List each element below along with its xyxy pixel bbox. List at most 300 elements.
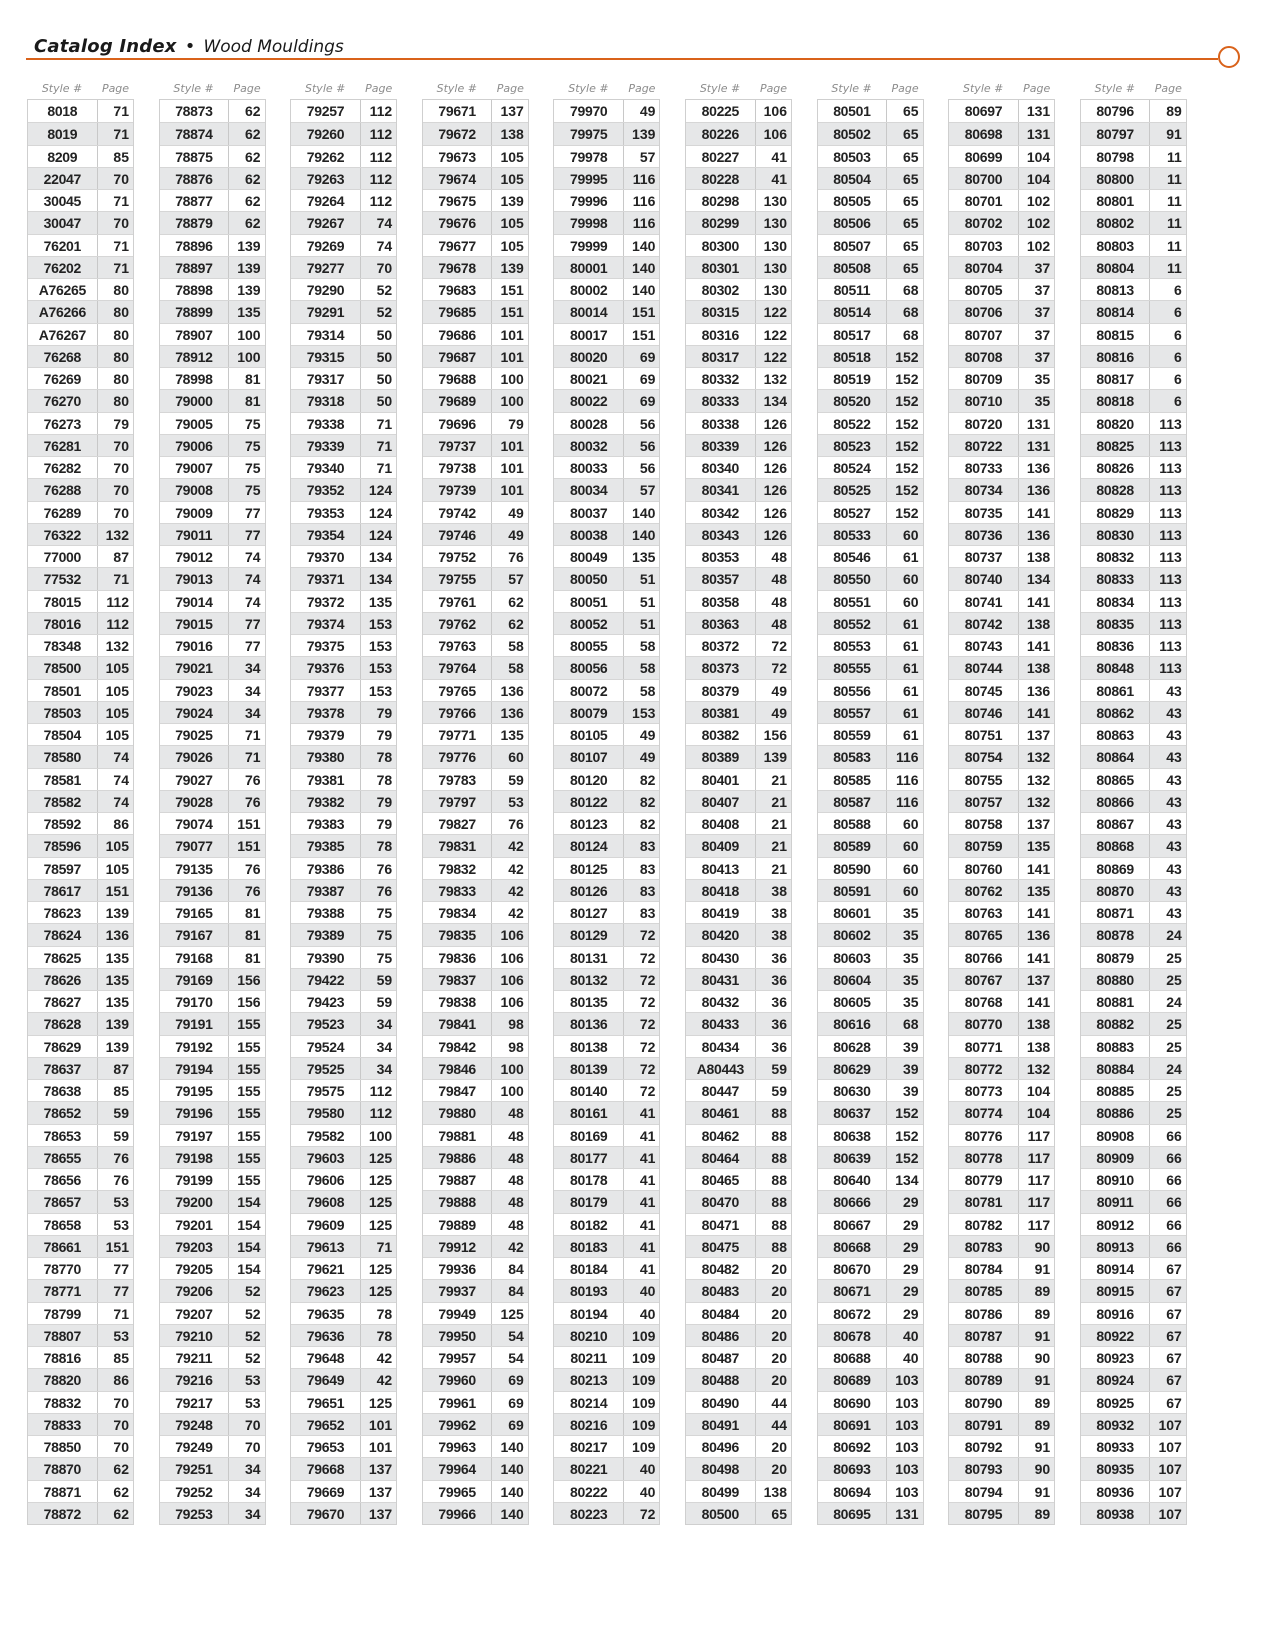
style-number: 78658 [28, 1214, 98, 1235]
page-number: 138 [1026, 660, 1051, 677]
table-row [160, 145, 265, 167]
table-row [554, 1079, 659, 1101]
page-number: 71 [376, 1238, 393, 1255]
table-row [291, 256, 396, 278]
page-number: 82 [639, 816, 656, 832]
table-row [28, 122, 133, 144]
style-number: 80694 [818, 1481, 888, 1502]
page-number: 39 [903, 1083, 919, 1099]
style-number: 80491 [686, 1414, 756, 1435]
page-number: 138 [1026, 615, 1051, 632]
page-number: 58 [639, 660, 656, 677]
table-row [1081, 701, 1186, 723]
style-number: 79689 [423, 390, 493, 411]
style-number: 80816 [1081, 346, 1151, 367]
page-number: 81 [245, 393, 261, 410]
page-number: 107 [1158, 1483, 1182, 1500]
page-number: 105 [105, 660, 129, 677]
table-row [818, 278, 923, 300]
style-number: 80791 [949, 1414, 1019, 1435]
page-number: 154 [237, 1194, 261, 1211]
page-number: 40 [639, 1461, 656, 1478]
style-number: 80667 [818, 1214, 888, 1235]
style-number: 79314 [291, 324, 361, 345]
table-row [554, 590, 659, 612]
page-number: 59 [376, 994, 393, 1010]
page-number: 40 [639, 1283, 656, 1300]
style-header: Style # [41, 82, 83, 95]
page-number: 71 [245, 749, 261, 766]
style-number: 79838 [423, 991, 493, 1012]
table-row [291, 234, 396, 256]
style-number: 79582 [291, 1125, 361, 1146]
style-number: 80848 [1081, 657, 1151, 678]
style-number: 79648 [291, 1347, 361, 1368]
style-number: 80216 [554, 1414, 624, 1435]
page-number: 83 [639, 905, 656, 921]
page-number: 40 [903, 1327, 919, 1344]
style-number: 80301 [686, 257, 756, 278]
table-row [160, 1124, 265, 1146]
table-row [1081, 100, 1186, 122]
table-row [291, 1079, 396, 1101]
style-number: 80226 [686, 123, 756, 144]
style-number: 80514 [818, 301, 888, 322]
column-header [1080, 81, 1187, 97]
table-row [423, 857, 528, 879]
style-number: 79025 [160, 724, 230, 745]
page-number: 6 [1174, 348, 1182, 365]
table-row [28, 412, 133, 434]
page-number: 48 [508, 1216, 524, 1233]
style-number: 80709 [949, 368, 1019, 389]
table-row [818, 1124, 923, 1146]
table-row [818, 100, 923, 122]
page-number: 39 [903, 1060, 919, 1077]
table-row [686, 211, 791, 233]
table-row [686, 1235, 791, 1257]
table-row [686, 1279, 791, 1301]
table-row [686, 590, 791, 612]
style-number: 80697 [949, 100, 1019, 122]
style-number: 78504 [28, 724, 98, 745]
table-row [28, 1190, 133, 1212]
style-number: 80914 [1081, 1258, 1151, 1279]
table-row [554, 189, 659, 211]
page-number: 103 [895, 1372, 919, 1389]
page-number: 88 [771, 1127, 787, 1144]
page-number: 56 [639, 437, 656, 454]
table-row [1081, 545, 1186, 567]
style-number: 79963 [423, 1436, 493, 1457]
page-number: 91 [1034, 1483, 1051, 1500]
style-number: 80486 [686, 1325, 756, 1346]
page-number: 88 [771, 1216, 787, 1233]
page-number: 85 [113, 1350, 129, 1366]
style-number: 79007 [160, 457, 230, 478]
table-row [160, 345, 265, 367]
style-number: 79317 [291, 368, 361, 389]
page-number: 37 [1034, 304, 1051, 321]
page-number: 126 [763, 415, 787, 432]
page-number: 109 [632, 1350, 656, 1366]
table-row [291, 367, 396, 389]
style-number: 79835 [423, 924, 493, 945]
style-number: 80488 [686, 1369, 756, 1390]
page-number: 125 [368, 1194, 393, 1211]
style-number: 80049 [554, 546, 624, 567]
table-row [291, 590, 396, 612]
page-number: 34 [245, 682, 261, 699]
table-row [686, 434, 791, 456]
style-number: 80217 [554, 1436, 624, 1457]
style-number: 80123 [554, 813, 624, 834]
page-number: 139 [105, 1016, 129, 1033]
page-number: 79 [376, 793, 393, 810]
table-row [686, 923, 791, 945]
style-number: 80034 [554, 479, 624, 500]
style-number: 79352 [291, 479, 361, 500]
table-row [686, 1324, 791, 1346]
table-row [686, 389, 791, 411]
page-number: 109 [632, 1416, 656, 1433]
style-number: 78998 [160, 368, 230, 389]
table-row [160, 1435, 265, 1457]
table-row [949, 1190, 1054, 1212]
table-row [554, 879, 659, 901]
page-number: 71 [376, 437, 393, 454]
style-number: 78877 [160, 190, 230, 211]
table-row [554, 122, 659, 144]
table-row [1081, 1368, 1186, 1390]
page-number: 153 [368, 615, 393, 632]
table-row [28, 1213, 133, 1235]
table-row [686, 300, 791, 322]
style-number: 79249 [160, 1436, 230, 1457]
table-row [554, 656, 659, 678]
page-number: 48 [508, 1105, 524, 1122]
style-number: 80465 [686, 1169, 756, 1190]
table-row [423, 612, 528, 634]
page-number: 137 [1026, 816, 1051, 832]
style-number: 80557 [818, 702, 888, 723]
page-number: 135 [632, 549, 656, 565]
style-number: 80722 [949, 435, 1019, 456]
page-number: 106 [500, 927, 524, 944]
table-row [1081, 723, 1186, 745]
style-number: 79676 [423, 212, 493, 233]
style-number: 80781 [949, 1191, 1019, 1212]
page-number: 113 [1159, 638, 1182, 654]
style-header: Style # [568, 82, 609, 95]
table-row [423, 211, 528, 233]
table-row [291, 656, 396, 678]
table-row [949, 1302, 1054, 1324]
style-number: 79253 [160, 1503, 230, 1524]
style-number: 80140 [554, 1080, 624, 1101]
style-number: 80332 [686, 368, 756, 389]
style-number: 80340 [686, 457, 756, 478]
style-number: 79388 [291, 902, 361, 923]
style-number: 80505 [818, 190, 888, 211]
table-row [423, 745, 528, 767]
table-row [949, 1324, 1054, 1346]
table-row [28, 679, 133, 701]
page-number: 80 [113, 282, 129, 298]
table-row [291, 1035, 396, 1057]
style-number: 79623 [291, 1280, 361, 1301]
page-number: 139 [632, 126, 656, 143]
page-number: 60 [903, 593, 919, 610]
table-row [291, 1435, 396, 1457]
style-number: 80315 [686, 301, 756, 322]
page-number: 152 [895, 437, 919, 454]
table-row [423, 323, 528, 345]
page-number: 75 [245, 460, 261, 476]
page-number: 25 [1166, 1038, 1182, 1055]
style-number: 79686 [423, 324, 493, 345]
table-row [1081, 790, 1186, 812]
table-row [686, 879, 791, 901]
table-row [818, 323, 923, 345]
style-number: 80527 [818, 502, 888, 523]
style-number: 80881 [1081, 991, 1151, 1012]
style-number: 80420 [686, 924, 756, 945]
page-number: 54 [508, 1350, 524, 1366]
page-number: 69 [508, 1416, 524, 1433]
page-number: 66 [1166, 1127, 1182, 1144]
page-number: 112 [106, 593, 129, 610]
table-row [949, 679, 1054, 701]
style-number: 79685 [423, 301, 493, 322]
table-row [1081, 434, 1186, 456]
style-number: 79196 [160, 1102, 230, 1123]
page-number: 139 [105, 1038, 129, 1055]
style-number: 80836 [1081, 635, 1151, 656]
style-number: 78638 [28, 1080, 98, 1101]
style-number: 80407 [686, 791, 756, 812]
page-number: 109 [632, 1372, 656, 1389]
page-number: 155 [237, 1038, 261, 1055]
page-number: 125 [368, 1149, 393, 1166]
table-row [1081, 768, 1186, 790]
table-row [554, 1213, 659, 1235]
table-row [686, 234, 791, 256]
style-number: 76268 [28, 346, 98, 367]
page-number: 76 [508, 816, 524, 832]
page-number: 125 [368, 1216, 393, 1233]
page-number: 105 [500, 170, 524, 187]
page-number: 86 [113, 816, 129, 832]
style-number: 79277 [291, 257, 361, 278]
page-number: 105 [105, 860, 129, 877]
table-row [1081, 122, 1186, 144]
table-row [28, 300, 133, 322]
table-row [818, 1346, 923, 1368]
style-number: 80601 [818, 902, 888, 923]
table-row [160, 745, 265, 767]
page-number: 113 [1159, 482, 1182, 499]
page-number: 138 [1026, 549, 1051, 565]
style-number: 79966 [423, 1503, 493, 1524]
page-number: 72 [639, 1016, 656, 1033]
page-number: 109 [632, 1394, 656, 1411]
page-number: 68 [903, 1016, 919, 1033]
table-row [949, 701, 1054, 723]
style-number: 80214 [554, 1392, 624, 1413]
table-row [423, 1279, 528, 1301]
table-row [1081, 1168, 1186, 1190]
page-number: 124 [368, 482, 393, 499]
style-number: 79771 [423, 724, 493, 745]
table-row [554, 968, 659, 990]
table-row [554, 1346, 659, 1368]
style-number: 80129 [554, 924, 624, 945]
table-row [423, 901, 528, 923]
page-number: 82 [639, 771, 656, 788]
style-number: 80880 [1081, 969, 1151, 990]
style-number: 80916 [1081, 1303, 1151, 1324]
style-number: 79670 [291, 1503, 361, 1524]
style-number: 80795 [949, 1503, 1019, 1524]
style-number: 79999 [554, 235, 624, 256]
page-number: 60 [508, 749, 524, 766]
table-row [1081, 567, 1186, 589]
style-number: 79169 [160, 969, 230, 990]
page-number: 130 [763, 193, 787, 209]
table-row [554, 256, 659, 278]
page-number: 112 [369, 1083, 393, 1099]
style-number: 80357 [686, 568, 756, 589]
table-row [818, 1257, 923, 1279]
table-row [818, 656, 923, 678]
page-number: 70 [245, 1439, 261, 1455]
style-number: 79964 [423, 1458, 493, 1479]
style-number: 80431 [686, 969, 756, 990]
style-number: 79006 [160, 435, 230, 456]
page-number: 58 [639, 638, 656, 654]
page-number: 61 [903, 549, 919, 565]
style-number: 79197 [160, 1125, 230, 1146]
style-number: 80870 [1081, 880, 1151, 901]
style-number: 79672 [423, 123, 493, 144]
style-number: 79575 [291, 1080, 361, 1101]
page-number: 103 [895, 1416, 919, 1433]
style-number: 79881 [423, 1125, 493, 1146]
table-row [1081, 501, 1186, 523]
page-number: 86 [113, 1372, 129, 1389]
table-row [291, 923, 396, 945]
page-number: 75 [245, 482, 261, 499]
page-number: 100 [500, 1083, 524, 1099]
page-number: 20 [771, 1372, 787, 1389]
page-number: 59 [771, 1083, 787, 1099]
table-row [28, 211, 133, 233]
table-row [160, 1213, 265, 1235]
page-number: 76 [245, 771, 261, 788]
table-row [554, 300, 659, 322]
style-number: 80353 [686, 546, 756, 567]
page-number: 113 [1159, 660, 1182, 677]
table-row [818, 968, 923, 990]
table-row [1081, 1279, 1186, 1301]
page-number: 72 [639, 949, 656, 966]
style-number: 78581 [28, 769, 98, 790]
table-row [949, 122, 1054, 144]
style-number: 80767 [949, 969, 1019, 990]
style-number: 80339 [686, 435, 756, 456]
page-number: 67 [1166, 1283, 1182, 1300]
page-number: 25 [1166, 1105, 1182, 1122]
page-number: 137 [368, 1461, 393, 1478]
page-number: 139 [237, 259, 261, 276]
style-number: 78625 [28, 947, 98, 968]
style-number: 80343 [686, 524, 756, 545]
page-number: 136 [1026, 482, 1051, 499]
page-number: 113 [1159, 571, 1182, 588]
page-number: 113 [1159, 593, 1182, 610]
style-number: 80815 [1081, 324, 1151, 345]
style-number: 79205 [160, 1258, 230, 1279]
page-number: 61 [903, 615, 919, 632]
table-row [818, 634, 923, 656]
page-number: 72 [639, 927, 656, 944]
page-number: 139 [763, 749, 787, 766]
style-number: 79248 [160, 1414, 230, 1435]
page-number: 137 [1026, 971, 1051, 988]
page-number: 125 [368, 1283, 393, 1300]
style-number: 79260 [291, 123, 361, 144]
style-number: 79765 [423, 680, 493, 701]
table-row [28, 946, 133, 968]
table-row [160, 1502, 265, 1524]
style-number: 80733 [949, 457, 1019, 478]
style-number: 79008 [160, 479, 230, 500]
table-row [1081, 812, 1186, 834]
table-row [949, 834, 1054, 856]
table-row [28, 456, 133, 478]
index-table [422, 99, 529, 1525]
table-row [686, 523, 791, 545]
style-number: 80785 [949, 1280, 1019, 1301]
style-number: 78912 [160, 346, 230, 367]
table-row [554, 1124, 659, 1146]
page-number: 101 [500, 460, 524, 476]
style-number: 80585 [818, 769, 888, 790]
page-number: 79 [508, 415, 524, 432]
table-row [818, 923, 923, 945]
page-number: 72 [771, 638, 787, 654]
page-number: 69 [639, 393, 656, 410]
page-number: 65 [903, 237, 919, 254]
style-number: 80051 [554, 591, 624, 612]
style-number: 80640 [818, 1169, 888, 1190]
style-number: 79737 [423, 435, 493, 456]
style-number: 80671 [818, 1280, 888, 1301]
table-row [686, 656, 791, 678]
style-number: 80776 [949, 1125, 1019, 1146]
page-number: 70 [113, 1439, 129, 1455]
page-number: 72 [639, 994, 656, 1010]
page-number: 48 [508, 1172, 524, 1188]
style-number: 80742 [949, 613, 1019, 634]
page-number: 67 [1166, 1350, 1182, 1366]
table-row [949, 634, 1054, 656]
page-number: 72 [639, 1060, 656, 1077]
table-row [1081, 590, 1186, 612]
table-row [818, 1502, 923, 1524]
page-number: 35 [1034, 371, 1051, 387]
